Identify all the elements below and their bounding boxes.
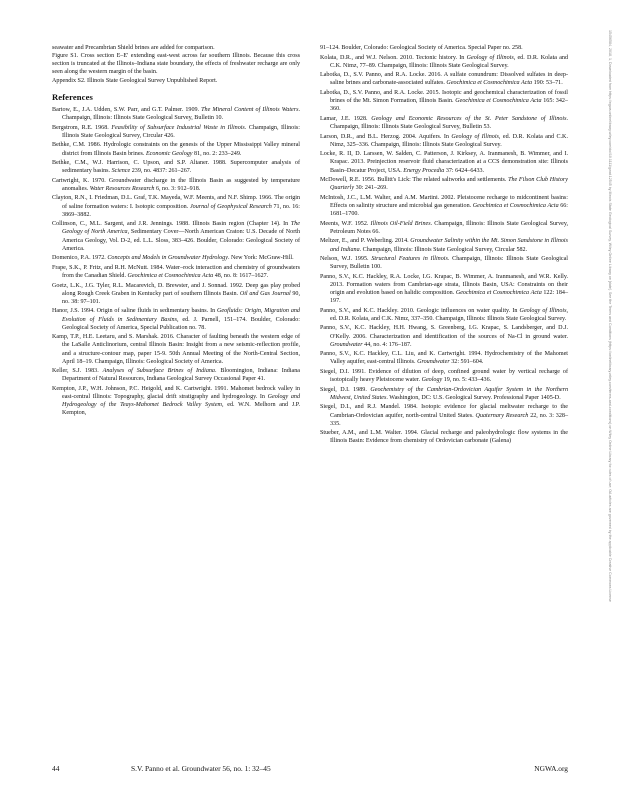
intro-paragraph: Figure S1. Cross section E–E′ extending east-west across far southern Illinois. Because this cross section is truncated at the Illinois–Indiana state boundary, the effects of freshwater recharge are only seen along the western margin of the basin. [52,53,300,76]
reference-entry: Panno, S.V., K.C. Hackley, H.H. Hwang, S. Greenberg, I.G. Krapac, S. Landsberger, and D.J. O'Kelly. 2006. Characterization and identification of the sources of Na-Cl in ground water. Groundwater 44, no. 4: 176–187. [320,325,568,348]
reference-entry: Frape, S.K., P. Fritz, and R.H. McNutt. 1984. Water–rock interaction and chemistry of groundwaters from the Canadian Shield. Geochimica et Cosmochimica Acta 48, no. 8: 1617–1627. [52,264,300,280]
reference-entry: McIntosh, J.C., L.M. Walter, and A.M. Martini. 2002. Pleistocene recharge to midcontinent basins: Effects on salinity structure and microbial gas generation. Geochimica et Cosmochimica Acta 66: 1681–1700. [320,194,569,218]
reference-entry: McDowell, R.E. 1956. Bullitt's Lick: The related saltworks and settlements. The Filson Club History Quarterly 30: 241–269. [320,177,569,192]
reference-entry: Clayton, R.N., I. Friedman, D.L. Graf, T.K. Mayeda, W.F. Meents, and N.F. Shimp. 1966. The origin of saline formation waters: I. Isotopic composition. Journal of Geophysical Research 71, no. 16: 3869–3882. [52,195,301,218]
reference-entry: Meltzer, E., and P. Weberling. 2014. Groundwater Salinity within the Mt. Simon Sandstone in Illinois and Indiana. Champaign, Illinois: Illinois State Geological Survey, Circular 582. [320,238,568,253]
reference-entry: Kempton, J.P., W.H. Johnson, P.C. Heigold, and K. Cartwright. 1991. Mahomet bedrock valley in east-central Illinois: Topography, glacial drift stratigraphy and hydrogeology. In Geology and Hydrogeology of the Teays-Mahomet Bedrock Valley System, ed. W.N. Melhorn and J.P. Kempton, [52,386,300,417]
reference-entry: Bethke, C.M. 1986. Hydrologic constraints on the genesis of the Upper Mississippi Valley mineral district from Illinois Basin brines. Economic Geology 81, no. 2: 233–249. [52,142,300,157]
reference-list-left [52,106,300,418]
reference-entry: Kolata, D.R., and W.J. Nelson. 2010. Tectonic history. In Geology of Illinois, ed. D.R. Kolata and C.K. Nimz, 77–89. Champaign, Illinois: Illinois State Geological Survey. [320,54,568,69]
page-number: 44 [52,764,60,773]
reference-entry: Bartow, E., J.A. Udden, S.W. Parr, and G.T. Palmer. 1909. The Mineral Content of Illinois Waters. Champaign, Illinois: Illinois State Geological Survey, Bulletin 10. [52,106,300,122]
reference-entry: Bergstrom, R.E. 1968. Feasibility of Subsurface Industrial Waste in Illinois. Champaign, Illinois: Illinois State Geological Survey, Circular 426. [52,124,300,139]
reference-entry: Goetz, L.K., J.G. Tyler, R.L. Macarevich, D. Brewster, and J. Sonnad. 1992. Deep gas play probed along Rough Creek Graben in Kentucky part of southern Illinois Basin. Oil and Gas Journal 90, no. 38: 97–101. [52,282,301,305]
reference-entry: Labotka, D., S.V. Panno, and R.A. Locke. 2015. Isotopic and geochemical characterization of fossil brines of the Mt. Simon Formation, Illinois Basin. Geochimica et Cosmochimica Acta 165: 342–360. [320,89,568,113]
reference-entry: Panno, S.V., K.C. Hackley, R.A. Locke, I.G. Krapac, B. Wimmer, A. Iranmanesh, and W.R. Kelly. 2013. Formation waters from Cambrian-age strata, Illinois Basin, USA: Constraints on their origin and evolution based on halidic composition. Geochimica et Cosmochimica Acta 122: 184–197. [320,273,568,305]
intro-paragraph: Appendix S2. Illinois State Geological Survey Unpublished Report. [52,77,218,84]
reference-entry: Panno, S.V., and K.C. Hackley. 2010. Geologic influences on water quality. In Geology of Illinois, ed. D.R. Kolata, and C.K. Nimz, 337–350. Champaign, Illinois: Illinois State Geological Survey. [320,307,568,322]
reference-entry: Stueber, A.M., and L.M. Walter. 1994. Glacial recharge and paleohydrologic flow systems in the Illinois Basin: Evidence from chemistry of Ordovician carbonate (Galena) [320,430,568,445]
references-heading: References [52,91,93,102]
intro-paragraph: seawater and Precambrian Shield brines are added for comparison. [52,45,215,51]
reference-entry: Locke, R. II, D. Larssen, W. Salden, C. Patterson, J. Kirksey, A. Iranmanesh, B. Wimmer, and I. Krapac. 2013. Preinjection reservoir fluid characterization at a CCS demonstration site: Illinois Basin–Decatur Project, USA. Energy Procedia 37: 6424–6433. [320,151,568,174]
reference-entry: Labotka, D., S.V. Panno, and R.A. Locke. 2016. A sulfate conundrum: Dissolved sulfates in deep-saline brines and carbonate-associated sulfates. Geochimica et Cosmochimica Acta 190: 53–71. [320,72,568,87]
reference-list-right [320,44,568,446]
reference-entry: Keller, S.J. 1983. Analyses of Subsurface Brines of Indiana. Bloomington, Indiana: Indiana Department of Natural Resources, Indiana Geological Survey Occasional Paper 41. [52,368,300,383]
publisher-name: NGWA.org [534,764,568,773]
reference-entry: Siegel, D.I., and R.J. Mandel. 1984. Isotopic evidence for glacial meltwater recharge to the Cambrian-Ordovician aquifer, north-central United States. Quaternary Research 22, no. 3: 328–335. [320,404,568,427]
reference-entry: Bethke, C.M., W.J. Harrison, C. Upson, and S.P. Altaner. 1988. Supercomputer analysis of sedimentary basins. Science 239, no. 4837: 261–267. [52,160,300,175]
reference-entry: 91–124. Boulder, Colorado: Geological Society of America. Special Paper no. 258. [320,45,523,51]
reference-entry: Hanor, J.S. 1994. Origin of saline fluids in sedimentary basins. In Geofluids: Origin, Migration and Evolution of Fluids in Sedimentary Basins, ed. J. Parnell, 151–174. Boulder, Colorado: Geological Society of America, Special Publication no. 78. [52,308,300,331]
journal-citation: S.V. Panno et al. Groundwater 56, no. 1: 32–45 [131,764,271,773]
right-column [320,44,568,447]
supporting-info-text [52,44,300,85]
reference-entry: Larson, D.R., and B.L. Herzog. 2004. Aquifers. In Geology of Illinois, ed. D.R. Kolata and C.K. Nimz, 325–336. Champaign, Illinois: Illinois State Geological Survey. [320,133,568,148]
watermark-text: 15456584, 2018, 1, Downloaded from https://ngwa.onlinelibrary.wiley.com/doi/10.1111/gwat.12545 by Illinois State Geological Survey, Wiley Online Library on [date]. See the Terms and Conditions (https://onlinelibrary.wiley.com/terms-and-conditions) on Wiley Online Library for rules of use; OA articles are governed by the applicable Creative Commons License [608,30,612,602]
reference-entry: Panno, S.V., K.C. Hackley, C.L. Liu, and K. Cartwright. 1994. Hydrochemistry of the Mahomet Valley aquifer, east-central Illinois. Groundwater 32: 591–604. [320,351,568,366]
reference-entry: Domenico, P.A. 1972. Concepts and Models in Groundwater Hydrology. New York: McGraw-Hill. [52,255,294,262]
reference-entry: Siegel, D.I. 1991. Evidence of dilution of deep, confined ground water by vertical recharge of isotopically heavy Pleistocene water. Geology 19, no. 5: 433–436. [320,369,568,384]
reference-entry: Kamp, T.P., H.E. Leetaru, and S. Marshak. 2016. Character of faulting beneath the western edge of the LaSalle Anticlinorium, central Illinois Basin: Insight from a new seismic-reflection profile, and a structure-contour map, paper 15-9. 50th Annual Meeting of the North-Central Section, April 18–19. Champaign, Illinois: Geological Society of America. [52,334,300,365]
reference-entry: Lamar, J.E. 1928. Geology and Economic Resources of the St. Peter Sandstone of Illinois. Champaign, Illinois: Illinois State Geological Survey, Bulletin 53. [320,115,569,130]
reference-entry: Collinson, C., M.L. Sargent, and J.R. Jennings. 1988. Illinois Basin region (Chapter 14). In The Geology of North America, Sedimentary Cover—North American Craton: U.S. Decade of North America Geology, Vol. D-2, ed. L.L. Sloss, 383–426. Boulder, Colorado: Geological Society of America. [52,221,300,252]
reference-entry: Nelson, W.J. 1995. Structural Features in Illinois. Champaign, Illinois: Illinois State Geological Survey, Bulletin 100. [320,256,568,271]
page-footer [52,764,568,774]
reference-entry: Cartwright, K. 1970. Groundwater discharge in the Illinois Basin as suggested by temperature anomalies. Water Resources Research 6, no. 3: 912–918. [52,177,300,192]
reference-entry: Meents, W.F. 1952. Illinois Oil-Field Brines. Champaign, Illinois: Illinois State Geological Survey, Petroleum Notes 66. [320,220,568,235]
download-watermark [606,30,614,770]
left-column [52,44,300,419]
reference-entry: Siegel, D.I. 1989. Geochemistry of the Cambrian-Ordovician Aquifer System in the Northern Midwest, United States. Washington, DC: U.S. Geological Survey. Professional Paper 1405-D. [320,386,568,401]
